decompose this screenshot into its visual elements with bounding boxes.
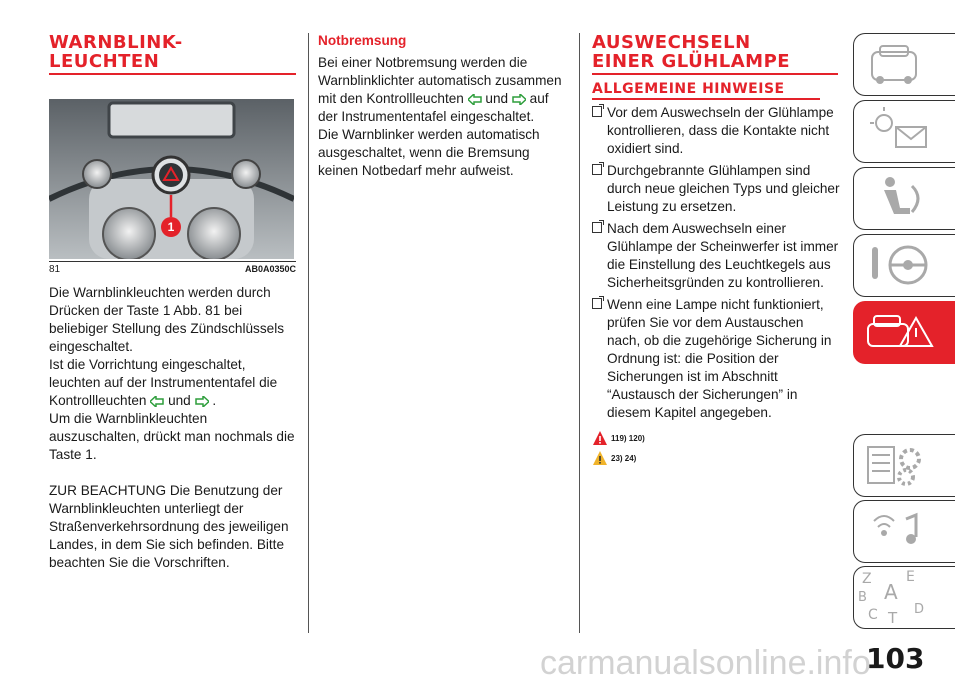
section-title-line2: EINER GLÜHLAMPE xyxy=(592,51,791,72)
tab-multimedia[interactable] xyxy=(853,500,955,563)
tab-car-dashboard[interactable] xyxy=(853,33,955,96)
index-letter: B xyxy=(858,590,867,605)
caution-reference xyxy=(592,450,840,466)
list-item-text: Vor dem Auswechseln der Glühlampe kontrollieren, dass die Kontakte nicht oxidiert sind. xyxy=(607,105,834,156)
paragraph-auto-off: Die Warnblinker werden automatisch ausgeschaltet, wenn die Bremsung keinen Notbedarf mehr aufweist. xyxy=(318,127,540,178)
title-underline xyxy=(49,73,296,75)
index-letter: C xyxy=(868,607,878,623)
list-item xyxy=(592,296,840,422)
tab-index[interactable] xyxy=(853,566,955,629)
list-item-text: Nach dem Auswechseln einer Glühlampe der Scheinwerfer ist immer die Einstellung des Leuchtkegels aus Sicherheitsgründen zu kontrollieren. xyxy=(607,221,839,290)
steering-wheel-icon xyxy=(854,235,955,296)
column-divider xyxy=(308,33,309,633)
tab-warning-lights[interactable] xyxy=(853,100,955,163)
and-text: und xyxy=(485,91,509,106)
car-icon xyxy=(854,34,955,95)
checkbox-bullet-icon xyxy=(592,298,602,309)
warning-triangle-icon xyxy=(592,430,608,446)
subtitle-underline xyxy=(592,98,820,100)
column-emergency-braking xyxy=(318,0,570,180)
indicators-text: Ist die Vorrichtung eingeschaltet, leuchten auf der Instrumententafel die Kontrollleuchten xyxy=(49,357,278,408)
seat-airbag-icon xyxy=(854,168,955,229)
section-title-line1: AUSWECHSELN xyxy=(592,32,751,53)
figure-hazard-button xyxy=(49,99,294,259)
page-number: 103 xyxy=(866,642,925,675)
dashboard-photo xyxy=(49,99,294,259)
index-letter: D xyxy=(914,602,925,617)
turn-left-indicator-icon xyxy=(150,396,164,407)
checkbox-bullet-icon xyxy=(592,106,602,117)
index-letter: Z xyxy=(862,571,872,587)
subsection-title: Notbremsung xyxy=(318,33,407,48)
tab-starting-driving[interactable] xyxy=(853,234,955,297)
list-item xyxy=(592,162,840,216)
tab-maintenance[interactable] xyxy=(853,434,955,497)
figure-code: AB0A0350C xyxy=(244,264,296,274)
callout-number: 1 xyxy=(167,220,175,234)
warning-reference xyxy=(592,430,840,446)
section-title-line2: LEUCHTEN xyxy=(49,51,160,72)
section-title-line1: WARNBLINK- xyxy=(49,32,183,53)
caution-reference-text[interactable]: 23) 24) xyxy=(611,453,637,463)
turn-left-indicator-icon xyxy=(468,94,482,105)
service-gear-icon xyxy=(854,435,955,496)
index-letter: E xyxy=(906,569,915,585)
watermark: carmanualsonline.info xyxy=(540,644,871,682)
column-divider xyxy=(579,33,580,633)
paragraph-indicators xyxy=(49,356,299,410)
caution-triangle-icon xyxy=(592,450,608,466)
subsection-title: ALLGEMEINE HINWEISE xyxy=(592,81,785,97)
index-letter: T xyxy=(888,609,898,627)
alphabet-index-icon xyxy=(854,567,955,628)
car-emergency-icon xyxy=(854,302,955,363)
list-item xyxy=(592,220,840,292)
list-item-text: Wenn eine Lampe nicht funktioniert, prüfen Sie vor dem Austauschen nach, ob die zugehörige Sicherung in Ordnung ist: die Position der Sicherungen ist im Abschnitt “Austausch der Sicherungen” in diesem Kapitel angegeben. xyxy=(607,297,832,420)
paragraph-braking xyxy=(318,54,570,126)
paragraph-note: ZUR BEACHTUNG Die Benutzung der Warnblinkleuchten unterliegt der Straßenverkehrsordnung des jeweiligen Landes, in dem Sie sich befinden. Bitte beachten Sie die Vorschriften. xyxy=(49,483,289,570)
checkbox-bullet-icon xyxy=(592,164,602,175)
index-letter: A xyxy=(884,580,898,604)
column-bulb-replacement xyxy=(592,0,840,466)
warning-lights-icon xyxy=(854,101,955,162)
figure-number: 81 xyxy=(49,264,61,275)
paragraph-deactivate: Um die Warnblinkleuchten auszuschalten, drückt man nochmals die Taste 1. xyxy=(49,411,295,462)
tab-emergency[interactable] xyxy=(853,301,955,364)
braking-text: Bei einer Notbremsung werden die Warnblinklichter automatisch zusammen mit den Kontrollleuchten xyxy=(318,55,562,106)
period-text: . xyxy=(212,393,217,408)
figure-caption xyxy=(49,261,296,275)
turn-right-indicator-icon xyxy=(195,396,209,407)
turn-right-indicator-icon xyxy=(512,94,526,105)
dashboard-text: auf der Instrumententafel eingeschaltet. xyxy=(318,91,549,124)
music-note-icon xyxy=(854,501,955,562)
list-item xyxy=(592,104,840,158)
column-hazard-lights xyxy=(49,0,299,572)
and-text: und xyxy=(168,393,191,408)
checkbox-bullet-icon xyxy=(592,222,602,233)
list-item-text: Durchgebrannte Glühlampen sind durch neue gleichen Typs und gleicher Leistung zu ersetzen. xyxy=(607,163,840,214)
paragraph-activate: Die Warnblinkleuchten werden durch Drücken der Taste 1 Abb. 81 bei beliebiger Stellung des Zündschlüssels eingeschaltet. xyxy=(49,285,285,354)
warning-reference-text[interactable]: 119) 120) xyxy=(611,433,645,443)
tab-safety[interactable] xyxy=(853,167,955,230)
title-underline xyxy=(592,73,838,75)
